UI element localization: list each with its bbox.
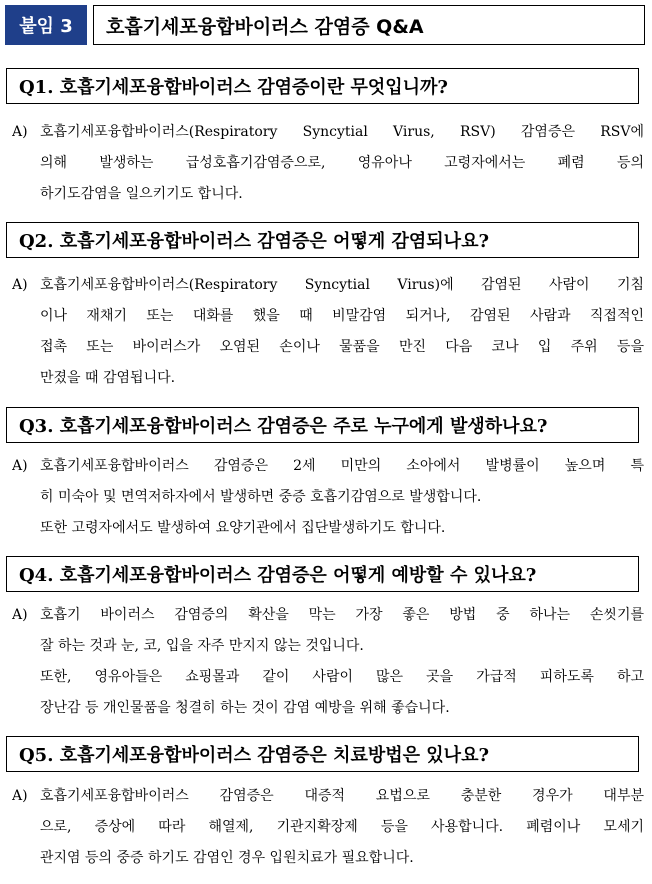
answer-line: A) 호흡기세포융합바이러스(Respiratory Syncytial Virus, RSV) 감염증은 RSV에 (12, 117, 644, 148)
answer-line: 이나 재채기 또는 대화를 했을 때 비말감염 되거나, 감염된 사람과 직접적인 (40, 308, 644, 324)
answer-line: 히 미숙아 및 면역저하자에서 발생하면 중증 호흡기감염으로 발생합니다. (40, 489, 482, 505)
answer-line: A) 호흡기세포융합바이러스(Respiratory Syncytial Virus)에 감염된 사람이 기침 (12, 270, 644, 301)
answer-2 (12, 270, 644, 394)
answer-line: 접촉 또는 바이러스가 오염된 손이나 물품을 만진 다음 코나 입 주위 등을 (40, 339, 644, 355)
answer-line: 관지염 등의 중증 하기도 감염인 경우 입원치료가 필요합니다. (40, 850, 414, 866)
answer-line: 또한, 영유아들은 쇼핑몰과 같이 사람이 많은 곳을 가급적 피하도록 하고 (40, 669, 644, 685)
answer-line: A) 호흡기 바이러스 감염증의 확산을 막는 가장 좋은 방법 중 하나는 손씻기를 (12, 600, 644, 631)
answer-4 (12, 600, 644, 724)
answer-line: 잘 하는 것과 눈, 코, 입을 자주 만지지 않는 것입니다. (40, 638, 364, 654)
answer-3 (12, 451, 644, 544)
answer-prefix: A) (12, 458, 28, 474)
answer-prefix: A) (12, 124, 28, 140)
answer-line: 또한 고령자에서도 발생하여 요양기관에서 집단발생하기도 합니다. (40, 520, 446, 536)
question-4: Q4. 호흡기세포융합바이러스 감염증은 어떻게 예방할 수 있나요? (6, 556, 639, 592)
attachment-badge: 붙임 3 (5, 5, 87, 45)
answer-prefix: A) (12, 277, 28, 293)
answer-5 (12, 781, 644, 874)
document-header (5, 5, 645, 45)
answer-line: 의해 발생하는 급성호흡기감염증으로, 영유아나 고령자에서는 폐렴 등의 (40, 155, 644, 171)
answer-line: 으로, 증상에 따라 해열제, 기관지확장제 등을 사용합니다. 폐렴이나 모세기 (40, 819, 644, 835)
question-5: Q5. 호흡기세포융합바이러스 감염증은 치료방법은 있나요? (6, 736, 639, 772)
answer-line: 장난감 등 개인물품을 청결히 하는 것이 감염 예방을 위해 좋습니다. (40, 700, 450, 716)
answer-line: A) 호흡기세포융합바이러스 감염증은 대증적 요법으로 충분한 경우가 대부분 (12, 781, 644, 812)
answer-line: A) 호흡기세포융합바이러스 감염증은 2세 미만의 소아에서 발병률이 높으며 특 (12, 451, 644, 482)
answer-line: 만졌을 때 감염됩니다. (40, 370, 176, 386)
answer-line: 하기도감염을 일으키기도 합니다. (40, 186, 243, 202)
answer-1 (12, 117, 644, 210)
question-2: Q2. 호흡기세포융합바이러스 감염증은 어떻게 감염되나요? (6, 222, 639, 258)
document-title: 호흡기세포융합바이러스 감염증 Q&A (93, 5, 645, 45)
answer-prefix: A) (12, 607, 28, 623)
answer-prefix: A) (12, 788, 28, 804)
question-3: Q3. 호흡기세포융합바이러스 감염증은 주로 누구에게 발생하나요? (6, 407, 639, 443)
question-1: Q1. 호흡기세포융합바이러스 감염증이란 무엇입니까? (6, 68, 639, 104)
